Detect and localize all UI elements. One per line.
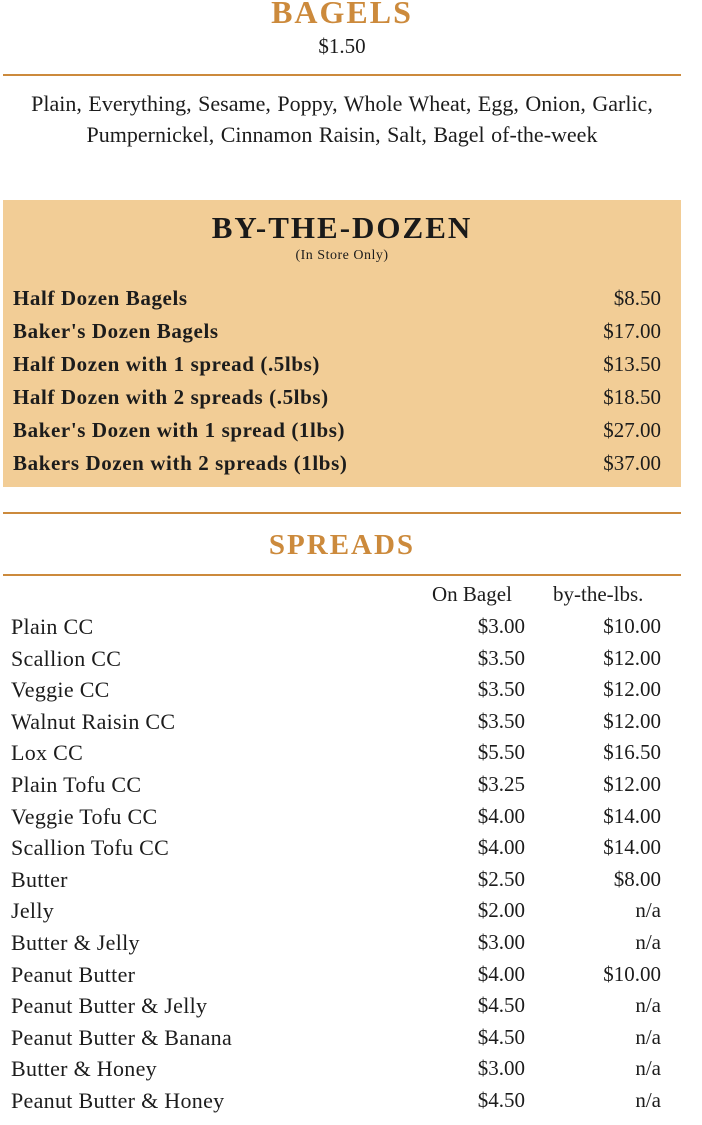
spread-price-by-lbs: n/a <box>635 993 661 1018</box>
spread-price-by-lbs: n/a <box>635 1088 661 1112</box>
by-the-dozen-box <box>3 200 681 487</box>
dozen-item-price: $37.00 <box>603 451 661 475</box>
spread-row <box>11 962 661 994</box>
bagel-flavors: Plain, Everything, Sesame, Poppy, Whole Wheat, Egg, Onion, Garlic, Pumpernickel, Cinnamon Raisin, Salt, Bagel of-the-week <box>31 91 653 147</box>
spread-price-on-bagel: $3.50 <box>477 645 525 670</box>
dozen-item-price: $13.50 <box>603 352 661 376</box>
dozen-item <box>13 385 661 418</box>
spread-price-on-bagel: $4.00 <box>477 803 525 828</box>
spread-row <box>11 804 661 836</box>
spreads-title: SPREADS <box>268 529 416 561</box>
spread-price-by-lbs: n/a <box>635 1056 661 1081</box>
divider <box>3 512 681 514</box>
spread-row <box>11 993 661 1025</box>
spread-price-on-bagel: $4.50 <box>477 1024 525 1049</box>
divider <box>3 74 681 76</box>
by-the-dozen-title: BY-THE-DOZEN <box>211 210 473 245</box>
spread-price-by-lbs: $12.00 <box>603 708 661 733</box>
dozen-item-price: $17.00 <box>603 319 661 343</box>
dozen-item-name: Half Dozen Bagels <box>13 286 188 310</box>
spread-name: Scallion CC <box>11 645 122 671</box>
spread-price-on-bagel: $3.00 <box>477 930 525 954</box>
dozen-item-name: Baker's Dozen Bagels <box>13 319 219 343</box>
spread-price-on-bagel: $4.50 <box>477 1088 525 1112</box>
spread-price-by-lbs: $10.00 <box>603 961 661 986</box>
dozen-item-price: $18.50 <box>603 385 661 409</box>
spread-price-by-lbs: n/a <box>635 930 661 954</box>
spread-price-by-lbs: $8.00 <box>613 866 661 891</box>
column-header-by-the-lbs: by-the-lbs. <box>553 582 644 606</box>
dozen-item-name: Half Dozen with 1 spread (.5lbs) <box>13 352 320 376</box>
spread-name: Veggie CC <box>11 677 110 703</box>
spread-price-on-bagel: $3.00 <box>477 1056 525 1081</box>
spread-price-on-bagel: $3.50 <box>477 677 525 702</box>
spread-price-on-bagel: $2.50 <box>477 866 525 891</box>
column-header-on-bagel: On Bagel <box>432 582 512 606</box>
spread-row <box>11 772 661 804</box>
spread-name: Peanut Butter <box>11 961 136 987</box>
spread-price-by-lbs: $12.00 <box>603 677 661 702</box>
spread-price-by-lbs: $14.00 <box>603 835 661 860</box>
spread-name: Scallion Tofu CC <box>11 835 170 861</box>
spread-row <box>11 677 661 709</box>
by-the-dozen-subtitle: (In Store Only) <box>295 248 389 263</box>
spread-price-by-lbs: n/a <box>635 1024 661 1049</box>
spread-price-on-bagel: $4.00 <box>477 961 525 986</box>
spread-name: Lox CC <box>11 740 84 766</box>
spread-name: Butter & Honey <box>11 1056 157 1082</box>
spread-row <box>11 1056 661 1088</box>
spread-price-by-lbs: n/a <box>635 898 661 923</box>
spread-name: Walnut Raisin CC <box>11 708 176 734</box>
dozen-item <box>13 451 661 484</box>
spread-name: Jelly <box>11 898 55 924</box>
dozen-item-name: Half Dozen with 2 spreads (.5lbs) <box>13 385 329 409</box>
spread-name: Plain Tofu CC <box>11 772 142 797</box>
spread-row <box>11 740 661 772</box>
spread-name: Peanut Butter & Banana <box>11 1024 233 1050</box>
spread-price-by-lbs: $12.00 <box>603 772 661 796</box>
spread-name: Peanut Butter & Honey <box>11 1088 225 1113</box>
bagels-title: BAGELS <box>271 0 413 30</box>
spread-price-by-lbs: $12.00 <box>603 645 661 670</box>
dozen-item <box>13 319 661 352</box>
dozen-item <box>13 286 661 319</box>
spread-row <box>11 898 661 930</box>
spread-name: Plain CC <box>11 614 94 639</box>
dozen-item <box>13 418 661 451</box>
spread-name: Peanut Butter & Jelly <box>11 993 208 1019</box>
spread-name: Veggie Tofu CC <box>11 803 158 829</box>
spread-row <box>11 1088 661 1120</box>
spread-price-by-lbs: $16.50 <box>603 740 661 765</box>
spread-price-on-bagel: $3.50 <box>477 708 525 733</box>
dozen-item-price: $27.00 <box>603 418 661 442</box>
dozen-item-price: $8.50 <box>613 286 661 310</box>
spread-row <box>11 709 661 741</box>
spread-row <box>11 867 661 899</box>
dozen-item-name: Baker's Dozen with 1 spread (1lbs) <box>13 418 346 442</box>
spread-price-on-bagel: $2.00 <box>477 898 525 923</box>
spread-price-on-bagel: $3.00 <box>477 614 525 638</box>
spread-price-on-bagel: $3.25 <box>477 772 525 796</box>
spread-row <box>11 614 661 646</box>
spread-name: Butter & Jelly <box>11 930 140 955</box>
spread-price-by-lbs: $14.00 <box>603 803 661 828</box>
spread-name: Butter <box>11 866 68 892</box>
dozen-item-name: Bakers Dozen with 2 spreads (1lbs) <box>13 451 348 475</box>
spread-row <box>11 835 661 867</box>
spread-price-on-bagel: $5.50 <box>477 740 525 765</box>
spread-row <box>11 646 661 678</box>
spread-row <box>11 930 661 962</box>
bagels-price: $1.50 <box>318 34 366 58</box>
divider <box>3 574 681 576</box>
dozen-item <box>13 352 661 385</box>
spread-price-on-bagel: $4.50 <box>477 993 525 1018</box>
spread-price-by-lbs: $10.00 <box>603 614 661 638</box>
spread-row <box>11 1025 661 1057</box>
spread-price-on-bagel: $4.00 <box>477 835 525 860</box>
